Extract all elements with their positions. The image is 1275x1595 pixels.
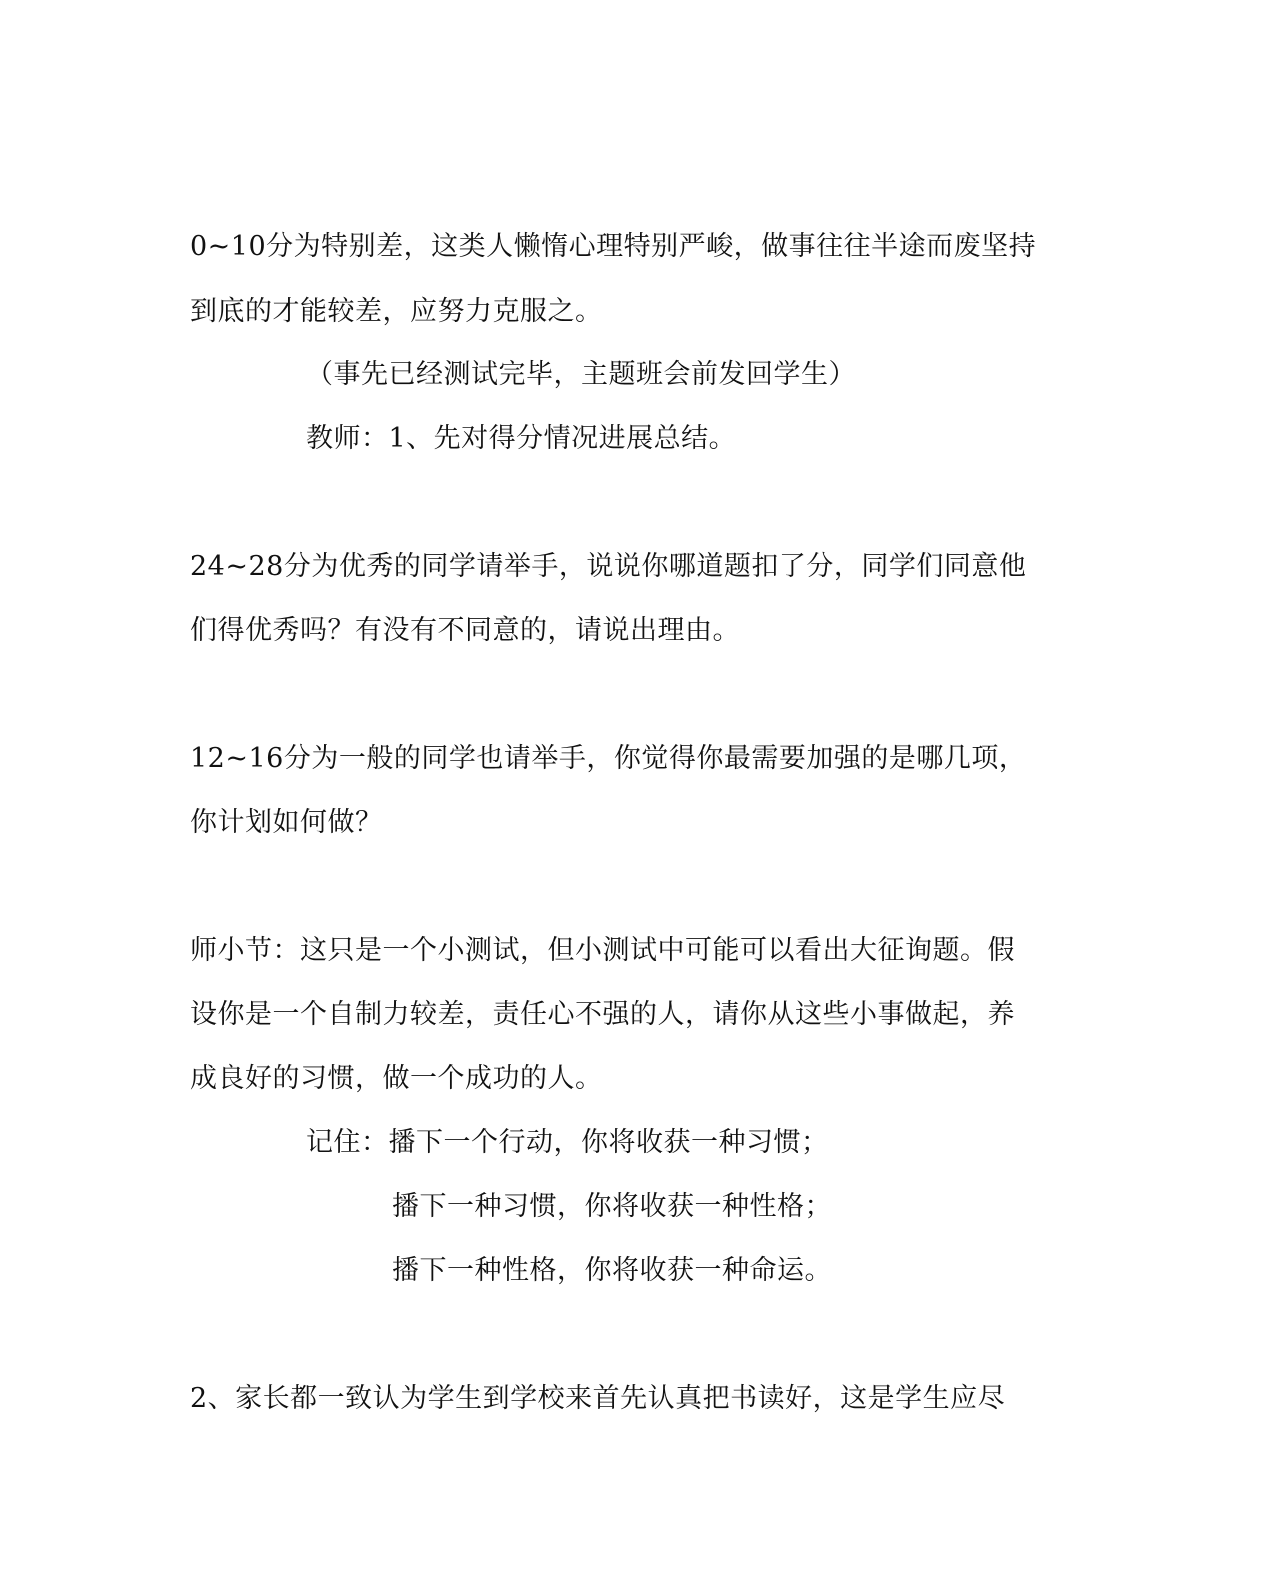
teacher-summary-line: 教师：1、先对得分情况进展总结。	[306, 423, 737, 454]
teacher-conclusion-line-3: 成良好的习惯，做一个成功的人。	[190, 1063, 603, 1094]
remember-line-2: 播下一种习惯，你将收获一种性格；	[392, 1191, 832, 1222]
paragraph-line-1: 0~10分为特别差，这类人懒惰心理特别严峻，做事往往半途而废坚持	[190, 231, 1037, 262]
average-students-line-1: 12~16分为一般的同学也请举手，你觉得你最需要加强的是哪几项，	[190, 743, 1027, 774]
test-note-line: （事先已经测试完毕，主题班会前发回学生）	[306, 359, 856, 390]
teacher-conclusion-line-2: 设你是一个自制力较差，责任心不强的人，请你从这些小事做起，养	[190, 999, 1015, 1030]
average-students-line-2: 你计划如何做？	[190, 807, 383, 838]
parents-line-1: 2、家长都一致认为学生到学校来首先认真把书读好，这是学生应尽	[190, 1383, 1006, 1414]
teacher-conclusion-line-1: 师小节：这只是一个小测试，但小测试中可能可以看出大征询题。假	[190, 935, 1015, 966]
excellent-students-line-2: 们得优秀吗？有没有不同意的，请说出理由。	[190, 615, 740, 646]
remember-line-3: 播下一种性格，你将收获一种命运。	[392, 1255, 832, 1286]
remember-line-1: 记住：播下一个行动，你将收获一种习惯；	[306, 1127, 829, 1158]
paragraph-line-2: 到底的才能较差，应努力克服之。	[190, 296, 603, 327]
excellent-students-line-1: 24~28分为优秀的同学请举手，说说你哪道题扣了分，同学们同意他	[190, 551, 1027, 582]
